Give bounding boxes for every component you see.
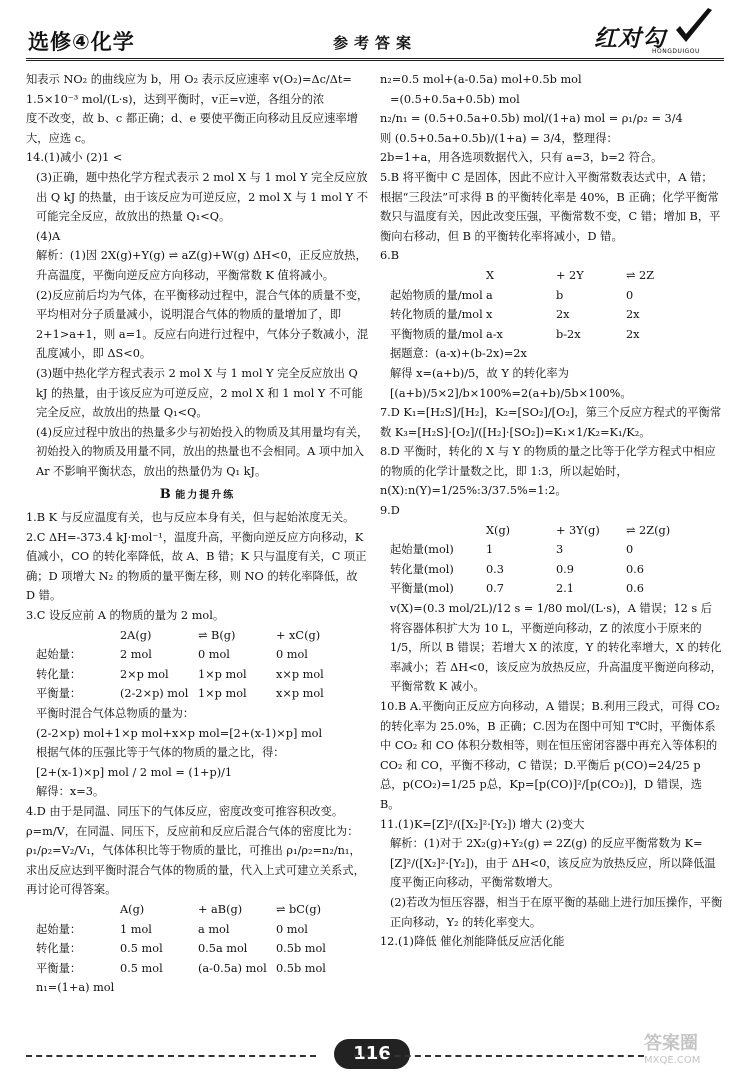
answer-text: 2b=1+a，用各选项数据代入，只有 a=3，b=2 符合。 bbox=[380, 151, 663, 165]
answer-text: 解析：(1)对于 2X₂(g)+Y₂(g) ⇌ 2Z(g) 的反应平衡常数为 K=[Z]²/([X₂]²·[Y₂])，由于 ΔH<0，该反应为放热反应，所以降低温度平衡正向移动，平衡常数增大。 bbox=[390, 837, 716, 890]
table-cell: 起始量： bbox=[36, 648, 82, 662]
table-cell: 2 mol bbox=[120, 648, 152, 662]
answer-text: (3)题中热化学方程式表示 2 mol X 与 1 mol Y 完全反应放出 Q kJ 的热量，由于该反应为可逆反应，2 mol X 和 1 mol Y 不可能完全反应，故放出的热量 Q₁<Q。 bbox=[36, 366, 363, 420]
table-cell: 0.9 bbox=[556, 562, 574, 576]
answer-text: 度不改变，故 b、c 都正确；d、e 要使平衡正向移动且反应速率增大，应选 c。 bbox=[26, 112, 358, 145]
answer-text: 平衡时混合气体总物质的量为： bbox=[36, 707, 195, 720]
table-cell: 转化量： bbox=[36, 942, 82, 956]
table-cell: x×p mol bbox=[276, 687, 324, 701]
table-cell: 起始物质的量/mol bbox=[390, 288, 483, 302]
table-cell: X bbox=[486, 268, 495, 282]
table-cell: 2x bbox=[626, 308, 640, 322]
answer-text: 1.B K 与反应温度有关，也与反应本身有关，但与起始浓度无关。 bbox=[26, 511, 355, 525]
table-cell bbox=[36, 900, 120, 920]
answer-text: 4.D 由于是同温、同压下的气体反应，密度改变可推容积改变。ρ=m/V，在同温、同压下，反应前和反应后混合气体的密度比为：ρ₁/ρ₂=V₂/V₁，气体体积比等于物质的量比，可推出 ρ₁/ρ₂=n₂/n₁，求出反应达到平衡时混合气体的物质的量，代入上式可建立关系式，再讨论可得答案。 bbox=[26, 804, 365, 897]
answer-text: [2+(x-1)×p] mol / 2 mol = (1+p)/1 bbox=[36, 765, 233, 779]
table-cell: + aB(g) bbox=[198, 902, 243, 916]
watermark-url: MXQE.COM bbox=[644, 1055, 701, 1066]
answer-text: (2-2×p) mol+1×p mol+x×p mol=[2+(x-1)×p] mol bbox=[36, 726, 323, 740]
table-cell: 0 mol bbox=[276, 648, 308, 662]
table-cell: + xC(g) bbox=[276, 628, 321, 642]
equilibrium-table bbox=[380, 521, 723, 599]
table-cell: (a-0.5a) mol bbox=[198, 961, 267, 975]
table-cell: 0 mol bbox=[276, 922, 308, 936]
answer-text: 解得 x=(a+b)/5，故 Y 的转化率为 [(a+b)/5×2]/b×100%=2(a+b)/5b×100%。 bbox=[390, 366, 632, 400]
answer-text: n₂/n₁ = (0.5+0.5a+0.5b) mol/(1+a) mol = ρ₁/ρ₂ = 3/4 bbox=[380, 112, 683, 126]
answer-text: n₂=0.5 mol+(a-0.5a) mol+0.5b mol bbox=[380, 73, 582, 86]
table-cell: 1×p mol bbox=[198, 687, 247, 701]
table-cell bbox=[36, 626, 120, 646]
table-cell: 转化量(mol) bbox=[390, 562, 454, 576]
content-columns bbox=[26, 70, 724, 1029]
table-cell: 平衡物质的量/mol bbox=[390, 327, 483, 341]
header-center-title: 参考答案 bbox=[332, 34, 417, 52]
table-cell: 起始量： bbox=[36, 922, 82, 936]
footer-divider bbox=[26, 1055, 316, 1057]
equilibrium-table bbox=[26, 626, 369, 704]
answer-text: (2)若改为恒压容器，相当于在原平衡的基础上进行加压操作，平衡正向移动，Y₂ 的转化率变大。 bbox=[390, 895, 723, 929]
table-cell: 0.5b mol bbox=[276, 961, 326, 975]
answer-text: 7.D K₁=[H₂S]/[H₂]，K₂=[SO₂]/[O₂]，第三个反应方程式的平衡常数 K₃=[H₂S]·[O₂]/([H₂]·[SO₂])=K₁×1/K₂=K₁/K₂。 bbox=[380, 406, 722, 439]
table-cell: x bbox=[486, 308, 493, 322]
answer-text: 1.5×10⁻³ mol/(L·s)，达到平衡时，v正=v逆，各组分的浓 bbox=[26, 92, 325, 106]
answer-text: 根据气体的压强比等于气体的物质的量之比，得： bbox=[36, 746, 285, 760]
table-cell: 转化量： bbox=[36, 667, 82, 681]
table-cell: a-x bbox=[486, 327, 503, 341]
answer-text: v(X)=(0.3 mol/2L)/12 s = 1/80 mol/(L·s)，A 错误；12 s 后将容器体积扩大为 10 L，平衡逆向移动，Z 的浓度小于原来的 1/5，所以 B 错误；若增大 X 的浓度，Y 的转化率增大，X 的转化率减小；若 ΔH<0，该反应为放热反应，升高温度平衡逆向移动，平衡常数 K 减小。 bbox=[390, 602, 722, 694]
table-cell: (2-2×p) mol bbox=[120, 687, 189, 701]
table-cell: 2.1 bbox=[556, 582, 574, 596]
table-cell: 平衡量： bbox=[36, 961, 82, 975]
equilibrium-table bbox=[380, 266, 723, 344]
answer-text: (3)正确，题中热化学方程式表示 2 mol X 与 1 mol Y 完全反应放出 Q kJ 的热量，由于该反应为可逆反应，2 mol X 与 1 mol Y 不可能完全反应，故放出的热量 Q₁<Q。 bbox=[36, 170, 369, 224]
answer-text: 则 (0.5+0.5a+0.5b)/(1+a) = 3/4，整理得： bbox=[380, 131, 618, 145]
table-cell: 0.3 bbox=[486, 562, 504, 576]
right-column bbox=[380, 70, 723, 1029]
table-cell: 0 bbox=[626, 288, 634, 302]
left-column bbox=[26, 70, 369, 1029]
answer-text: 3.C 设反应前 A 的物质的量为 2 mol。 bbox=[26, 609, 225, 623]
table-cell: 0 mol bbox=[198, 648, 230, 662]
table-cell: X(g) bbox=[486, 523, 511, 537]
answer-text: 11.(1)K=[Z]²/([X₂]²·[Y₂]) 增大 (2)变大 bbox=[380, 817, 585, 831]
table-cell: 平衡量(mol) bbox=[390, 582, 454, 596]
answer-text: n₁=(1+a) mol bbox=[36, 981, 115, 995]
answer-text: 12.(1)降低 催化剂能降低反应活化能 bbox=[380, 935, 565, 949]
watermark bbox=[644, 1029, 724, 1075]
page-number: 116 bbox=[334, 1039, 410, 1069]
table-cell: 转化物质的量/mol bbox=[390, 308, 483, 322]
table-cell: + 3Y(g) bbox=[556, 523, 600, 537]
table-cell: ⇌ B(g) bbox=[198, 628, 236, 642]
table-cell bbox=[390, 521, 486, 541]
header-left-title: 选修④化学 bbox=[28, 30, 135, 54]
table-cell: b bbox=[556, 288, 564, 302]
page-footer bbox=[26, 1035, 724, 1075]
table-cell: ⇌ bC(g) bbox=[276, 902, 321, 916]
table-cell: 0.5 mol bbox=[120, 961, 163, 975]
answer-text: 8.D 平衡时，转化的 X 与 Y 的物质的量之比等于化学方程式中相应的物质的化学计量数之比，即 1:3，所以起始时，n(X):n(Y)=1/25%:3/37.5%=1:2。 bbox=[380, 445, 716, 498]
answer-text: 10.B A.平衡向正反应方向移动，A 错误；B.利用三段式，可得 CO₂ 的转化率为 25.0%，B 正确；C.因为在图中可知 T℃时，平衡体系中 CO₂ 和 CO 体积分数相等，则在恒压密闭容器中再充入等体积的 CO₂ 和 CO，平衡不移动，C 错误；D.平衡后 p(CO)=24/25 p总，p(CO₂)=1/25 p总，Kp=[p(CO)]²/[p(CO₂)]，D 错误，选 B。 bbox=[380, 700, 720, 811]
table-cell: + 2Y bbox=[556, 268, 584, 282]
table-cell: ⇌ 2Z bbox=[626, 268, 655, 282]
brand-logo bbox=[594, 6, 714, 54]
table-cell: 1 bbox=[486, 543, 494, 557]
table-cell: a mol bbox=[198, 922, 230, 936]
section-label: 能力提升练 bbox=[175, 490, 236, 502]
page-header bbox=[26, 0, 724, 61]
table-cell: b-2x bbox=[556, 327, 581, 341]
table-cell: 起始量(mol) bbox=[390, 543, 454, 557]
table-cell: 1×p mol bbox=[198, 667, 247, 681]
table-cell: 3 bbox=[556, 543, 564, 557]
table-cell: 0 bbox=[626, 543, 634, 557]
footer-divider bbox=[354, 1055, 644, 1057]
answer-text: 知表示 NO₂ 的曲线应为 b，用 O₂ 表示反应速率 v(O₂)=Δc/Δt= bbox=[26, 73, 352, 86]
answer-text: 解得：x=3。 bbox=[36, 785, 105, 799]
table-cell: x×p mol bbox=[276, 667, 324, 681]
table-cell: 1 mol bbox=[120, 922, 152, 936]
table-cell: 0.6 bbox=[626, 562, 644, 576]
table-cell: 2A(g) bbox=[120, 628, 152, 642]
answer-text: 14.(1)减小 (2)1 < bbox=[26, 151, 123, 165]
answer-text: (4)反应过程中放出的热量多少与初始投入的物质及其用量均有关，初始投入的物质及用量不同，放出的热量也不会相同。A 项中加入 Ar 不影响平衡状态，放出的热量仍为 Q₁ kJ。 bbox=[36, 425, 369, 478]
checkmark-icon bbox=[672, 6, 714, 50]
answer-text: 9.D bbox=[380, 504, 400, 518]
table-cell: 2×p mol bbox=[120, 667, 169, 681]
brand-subtitle: HONGDUIGOU bbox=[652, 48, 700, 55]
answer-text: 据题意：(a-x)+(b-2x)=2x bbox=[390, 347, 527, 361]
answer-text: (4)A bbox=[36, 229, 61, 243]
answer-text: (2)反应前后均为气体，在平衡移动过程中，混合气体的质量不变，平均相对分子质量减小，说明混合气体的物质的量增加了，即 2+1>a+1，则 a=1。反应右向进行过程中，气体分子数减小，混乱度减小，即 ΔS<0。 bbox=[36, 288, 369, 361]
equilibrium-table bbox=[26, 900, 369, 978]
table-cell: A(g) bbox=[120, 902, 145, 916]
answer-text: 6.B bbox=[380, 249, 400, 263]
table-cell: 0.5b mol bbox=[276, 942, 326, 956]
table-cell bbox=[390, 266, 486, 286]
answer-text: 5.B 将平衡中 C 是固体，因此不应计入平衡常数表达式中，A 错；根据“三段法”可求得 B 的平衡转化率是 40%，B 正确；化学平衡常数只与温度有关，因此改变压强，平衡常数不变，C 错；增加 B，平衡向右移动，但 B 的平衡转化率将减小，D 错。 bbox=[380, 170, 721, 243]
table-cell: 2x bbox=[626, 327, 640, 341]
table-cell: 0.5 mol bbox=[120, 942, 163, 956]
table-cell: 2x bbox=[556, 308, 570, 322]
section-heading bbox=[26, 485, 369, 506]
table-cell: 平衡量： bbox=[36, 687, 82, 701]
watermark-text: 答案圈 bbox=[644, 1033, 698, 1054]
answer-text: 2.C ΔH=-373.4 kJ·mol⁻¹，温度升高，平衡向逆反应方向移动，K 值减小，CO 的转化率降低，故 A、B 错；K 只与温度有关，C 项正确；D 项增大 N₂ 的物质的量平衡左移，则 NO 的转化率降低，故 D 错。 bbox=[26, 530, 367, 603]
table-cell: 0.7 bbox=[486, 582, 504, 596]
table-cell: a bbox=[486, 288, 493, 302]
answer-text: =(0.5+0.5a+0.5b) mol bbox=[390, 92, 520, 106]
answer-text: 解析：(1)因 2X(g)+Y(g) ⇌ aZ(g)+W(g) ΔH<0，正反应放热，升高温度，平衡向逆反应方向移动，平衡常数 K 值将减小。 bbox=[36, 249, 367, 282]
brand-name: 红对勾 bbox=[594, 25, 666, 52]
section-letter: B bbox=[159, 487, 171, 503]
table-cell: 0.6 bbox=[626, 582, 644, 596]
table-cell: 0.5a mol bbox=[198, 942, 248, 956]
table-cell: ⇌ 2Z(g) bbox=[626, 523, 671, 537]
